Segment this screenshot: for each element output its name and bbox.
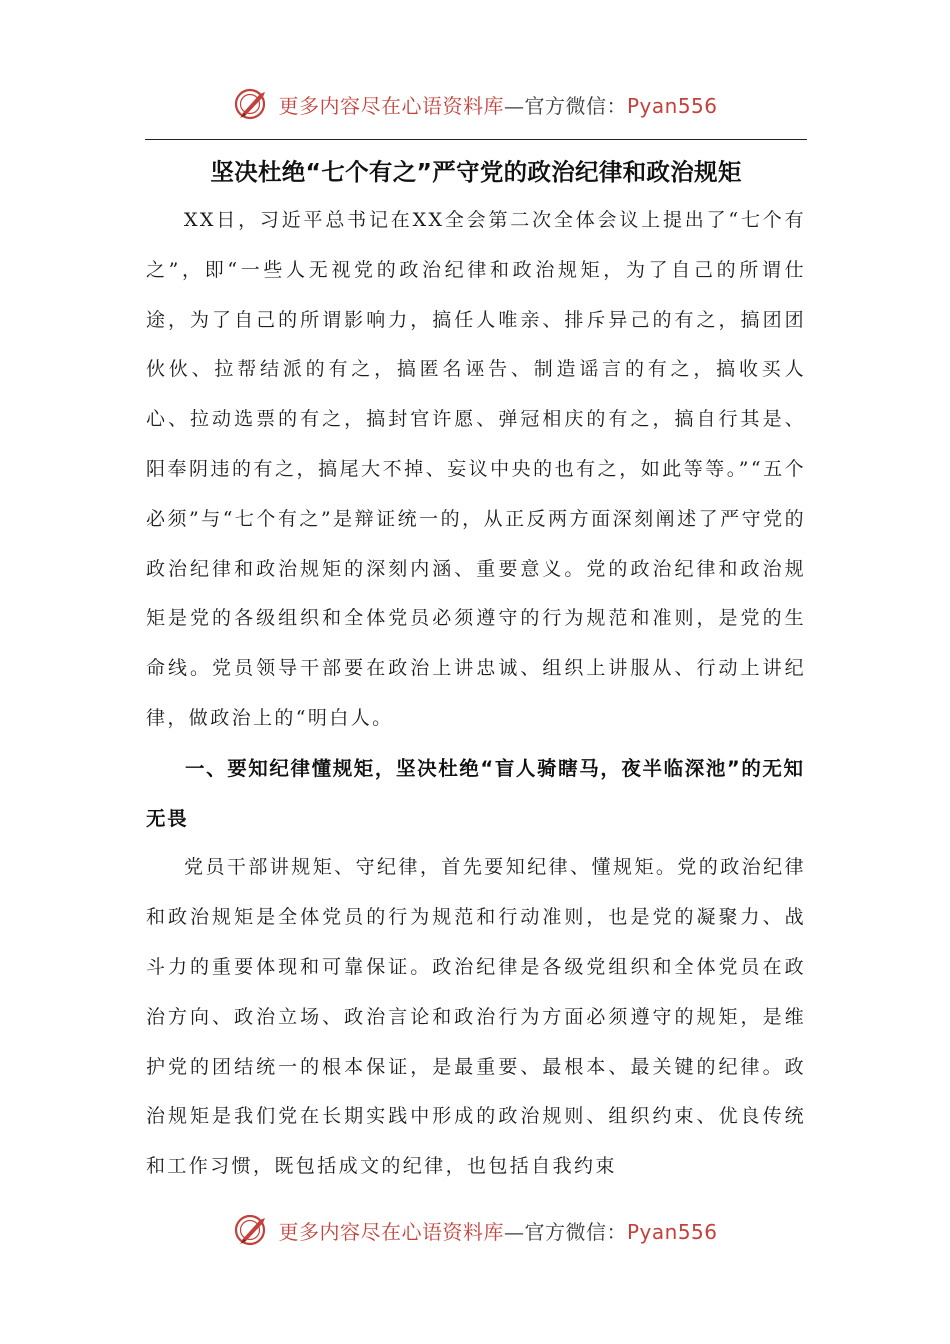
footer-banner-main: 更多内容尽在心语资料库	[278, 1219, 504, 1244]
header-banner-official: 官方微信：	[524, 93, 627, 118]
footer-banner-text	[278, 1216, 717, 1245]
footer-banner-dash: —	[503, 1219, 525, 1244]
paragraph-2: 党员干部讲规矩、守纪律，首先要知纪律、懂规矩。党的政治纪律和政治规矩是全体党员的行为规范和行动准则，也是党的凝聚力、战斗力的重要体现和可靠保证。政治纪律是各级党组织和全体党员在政治方向、政治立场、政治言论和政治行为方面必须遵守的规矩，是维护党的团结统一的根本保证，是最重要、最根本、最关键的纪律。政治规矩是我们党在长期实践中形成的政治规则、组织约束、优良传统和工作习惯，既包括成文的纪律，也包括自我约束	[146, 856, 806, 1178]
pen-logo-icon	[232, 84, 272, 124]
header-banner-handle: Pyan556	[626, 93, 718, 118]
header-banner-main: 更多内容尽在心语资料库	[278, 93, 504, 118]
footer-banner-official: 官方微信：	[524, 1219, 627, 1244]
header-banner-dash: —	[503, 93, 525, 118]
footer-banner-handle: Pyan556	[626, 1219, 718, 1244]
footer-banner	[0, 1208, 950, 1252]
header-banner-text	[278, 90, 717, 119]
document-body	[146, 148, 806, 1192]
header-divider	[145, 139, 807, 140]
document-title: 坚决杜绝“七个有之”严守党的政治纪律和政治规矩	[210, 158, 742, 186]
section-heading-1: 一、要知纪律懂规矩，坚决杜绝“盲人骑瞎马，夜半临深池”的无知无畏	[146, 756, 805, 830]
paragraph-1: XX日，习近平总书记在XX全会第二次全体会议上提出了“七个有之”，即“一些人无视党的政治纪律和政治规矩，为了自己的所谓仕途，为了自己的所谓影响力，搞任人唯亲、排斥异己的有之，搞团团伙伙、拉帮结派的有之，搞匿名诬告、制造谣言的有之，搞收买人心、拉动选票的有之，搞封官许愿、弹冠相庆的有之，搞自行其是、阳奉阴违的有之，搞尾大不掉、妄议中央的也有之，如此等等。”“五个必须”与“七个有之”是辩证统一的，从正反两方面深刻阐述了严守党的政治纪律和政治规矩的深刻内涵、重要意义。党的政治纪律和政治规矩是党的各级组织和全体党员必须遵守的行为规范和准则，是党的生命线。党员领导干部要在政治上讲忠诚、组织上讲服从、行动上讲纪律，做政治上的“明白人。	[146, 209, 806, 729]
pen-logo-icon	[232, 1210, 272, 1250]
header-banner	[0, 82, 950, 126]
